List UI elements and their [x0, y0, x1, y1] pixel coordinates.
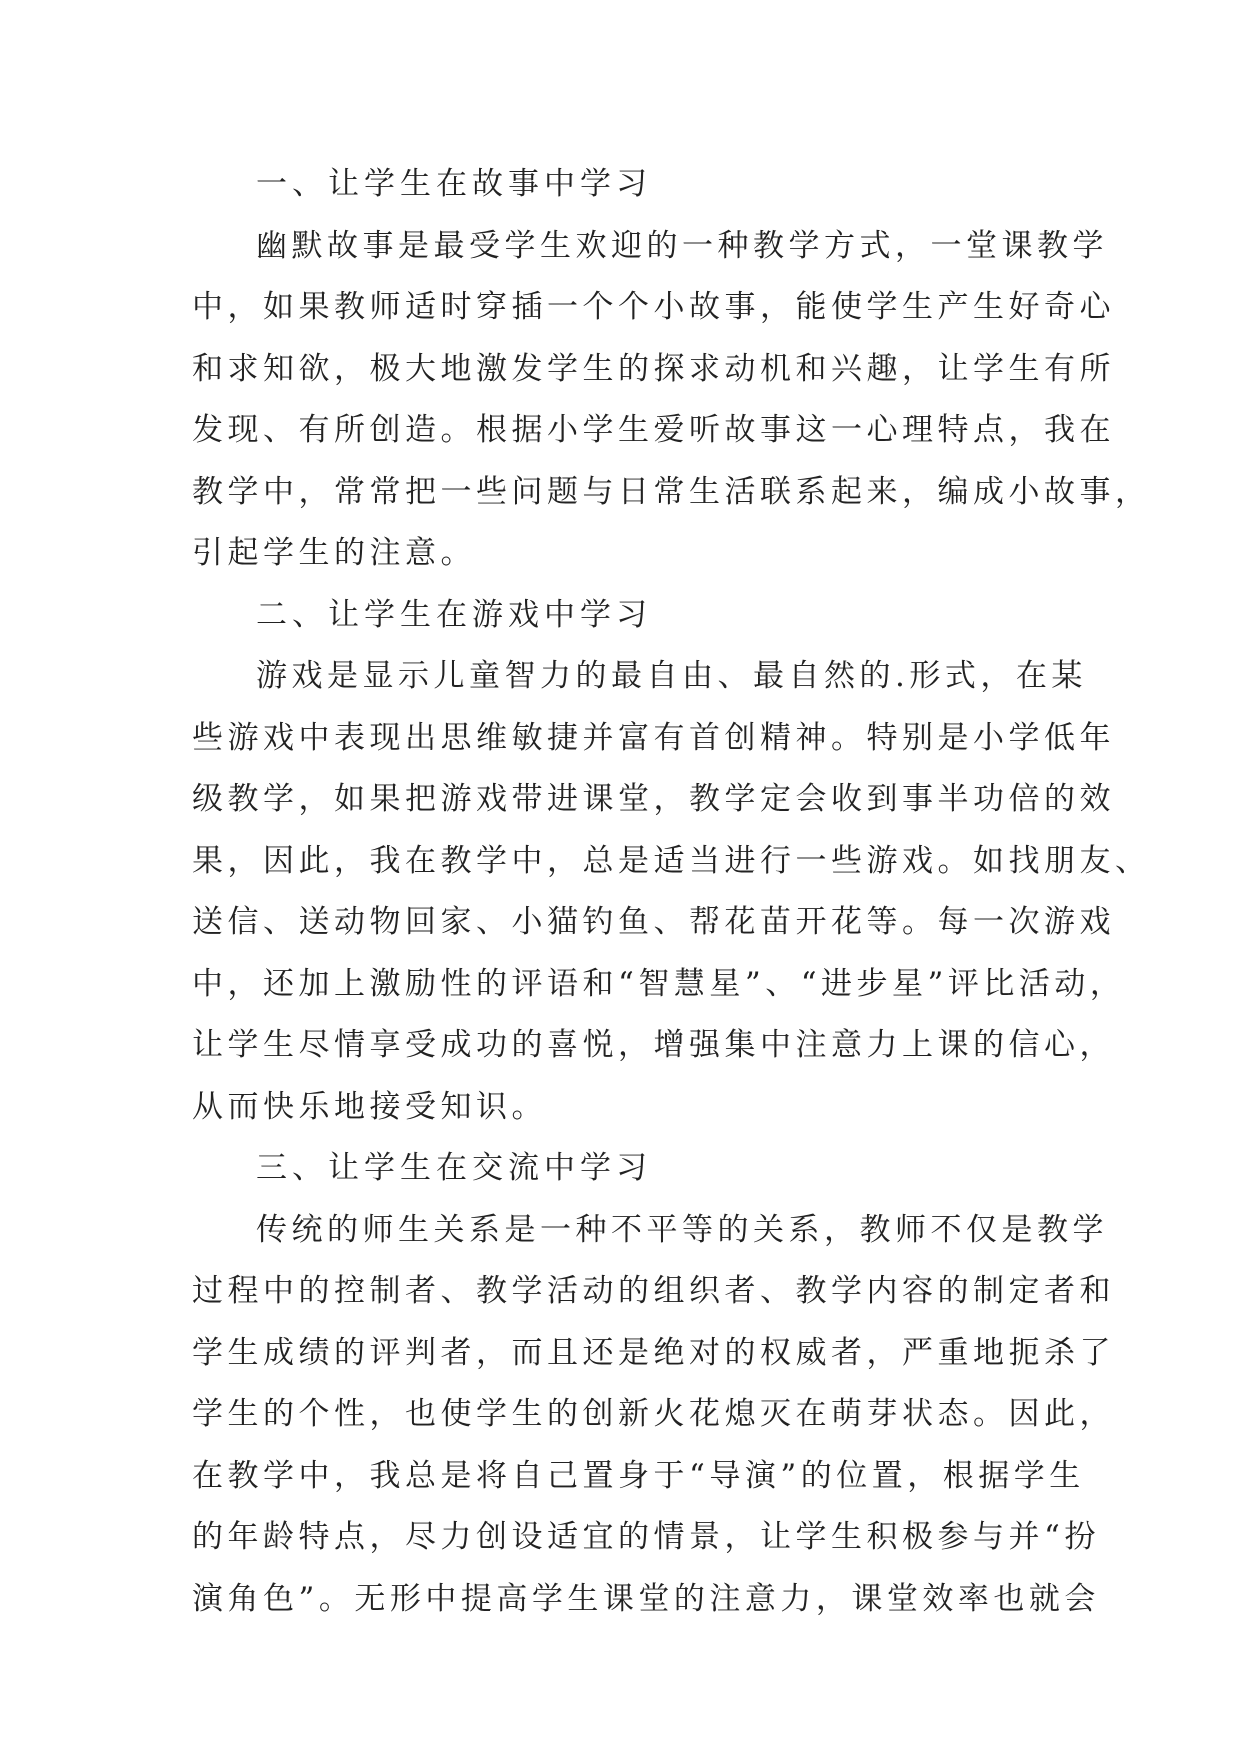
- document-body: [192, 154, 1151, 1630]
- paragraph-line: 中，如果教师适时穿插一个个小故事，能使学生产生好奇心: [192, 289, 1115, 325]
- paragraph-line: 游戏是显示儿童智力的最自由、最自然的.形式，在某: [256, 658, 1087, 694]
- paragraph-line: 送信、送动物回家、小猫钓鱼、帮花苗开花等。每一次游戏: [192, 904, 1115, 940]
- section-heading-3: 三、让学生在交流中学习: [256, 1150, 652, 1186]
- paragraph-line: 从而快乐地接受知识。: [192, 1088, 547, 1125]
- paragraph-line: 学生成绩的评判者，而且还是绝对的权威者，严重地扼杀了: [192, 1334, 1115, 1371]
- paragraph-line: 演角色”。无形中提高学生课堂的注意力，课堂效率也就会: [192, 1580, 1100, 1617]
- paragraph-line: 引起学生的注意。: [192, 535, 476, 571]
- paragraph-line: 的年龄特点，尽力创设适宜的情景，让学生积极参与并“扮: [192, 1519, 1100, 1555]
- paragraph-line: 发现、有所创造。根据小学生爱听故事这一心理特点，我在: [192, 412, 1115, 448]
- paragraph-line: 中，还加上激励性的评语和“智慧星”、“进步星”评比活动，: [192, 965, 1126, 1002]
- paragraph-line: 让学生尽情享受成功的喜悦，增强集中注意力上课的信心，: [192, 1027, 1115, 1063]
- section-heading-1: 一、让学生在故事中学习: [256, 166, 652, 202]
- paragraph-line: 级教学，如果把游戏带进课堂，教学定会收到事半功倍的效: [192, 781, 1115, 817]
- paragraph-line: 传统的师生关系是一种不平等的关系，教师不仅是教学: [256, 1211, 1108, 1248]
- paragraph-line: 果，因此，我在教学中，总是适当进行一些游戏。如找朋友、: [192, 842, 1151, 879]
- section-heading-2: 二、让学生在游戏中学习: [256, 596, 652, 633]
- paragraph-line: 幽默故事是最受学生欢迎的一种教学方式，一堂课教学: [256, 227, 1108, 264]
- paragraph-line: 过程中的控制者、教学活动的组织者、教学内容的制定者和: [192, 1273, 1115, 1309]
- paragraph-line: 学生的个性，也使学生的创新火花熄灭在萌芽状态。因此，: [192, 1396, 1115, 1432]
- paragraph-line: 和求知欲，极大地激发学生的探求动机和兴趣，让学生有所: [192, 350, 1115, 387]
- paragraph-line: 些游戏中表现出思维敏捷并富有首创精神。特别是小学低年: [192, 719, 1115, 756]
- paragraph-line: 教学中，常常把一些问题与日常生活联系起来，编成小故事，: [192, 473, 1151, 510]
- paragraph-line: 在教学中，我总是将自己置身于“导演”的位置，根据学生: [192, 1457, 1085, 1494]
